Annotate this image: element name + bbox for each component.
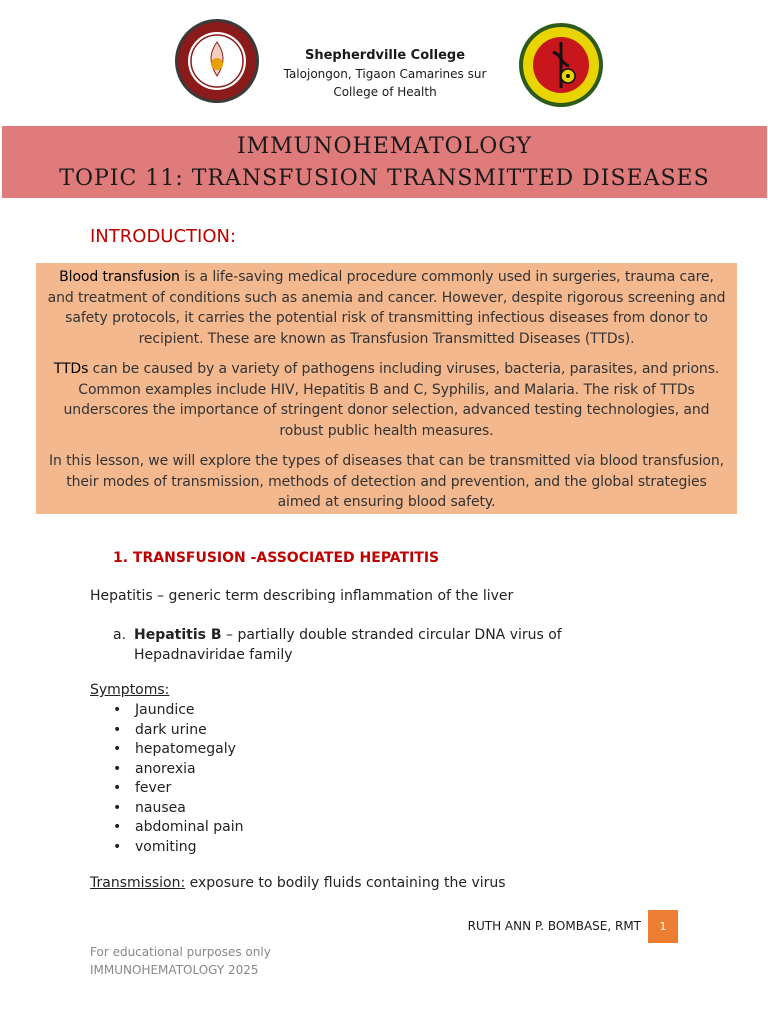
blood-transfusion-term: Blood transfusion	[59, 269, 180, 285]
list-item: • nausea	[113, 799, 243, 819]
symptoms-label: Symptoms:	[90, 682, 170, 698]
hepatitis-b-term: Hepatitis B	[134, 627, 222, 643]
hepatitis-b-item	[113, 625, 673, 665]
document-header	[0, 0, 768, 120]
transmission-label: Transmission:	[90, 875, 186, 891]
list-item: • fever	[113, 779, 243, 799]
list-marker: a.	[113, 627, 127, 643]
college-department: College of Health	[333, 85, 437, 99]
intro-paragraph-3: In this lesson, we will explore the types of diseases that can be transmitted via blood transfusion, their modes of transmission, methods of detection and prevention, and the global strategies aimed at ensuring blood safety.	[49, 453, 724, 510]
footer-note	[90, 943, 271, 979]
footer-note-line-2: IMMUNOHEMATOLOGY 2025	[90, 963, 259, 977]
footer-note-line-1: For educational purposes only	[90, 945, 271, 959]
list-item: • vomiting	[113, 838, 243, 858]
intro-paragraph-2-text: can be caused by a variety of pathogens including viruses, bacteria, parasites, and prions. Common examples include HIV, Hepatitis B and C, Syphilis, and Malaria. The risk of TTDs underscores the importance of stringent donor selection, advanced testing technologies, and robust public health measures.	[63, 361, 720, 439]
page-number: 1	[648, 910, 678, 943]
author-name: RUTH ANN P. BOMBASE, RMT	[467, 919, 641, 933]
college-info	[278, 47, 492, 101]
hepatitis-definition: Hepatitis – generic term describing inflammation of the liver	[90, 588, 514, 604]
hepatitis-b-description: – partially double stranded circular DNA virus of Hepadnaviridae family	[134, 627, 562, 663]
shepherdville-college-seal-icon	[174, 18, 260, 104]
intro-paragraph-1-text: is a life-saving medical procedure commonly used in surgeries, trauma care, and treatment of conditions such as anemia and cancer. However, despite rigorous screening and safety protocols, it carries the potential risk of transmitting infectious diseases from donor to recipient. These are known as Transfusion Transmitted Diseases (TTDs).	[47, 269, 726, 347]
intro-paragraph-1	[44, 267, 729, 349]
college-name: Shepherdville College	[304, 48, 466, 63]
list-item: • hepatomegaly	[113, 740, 243, 760]
college-address: Talojongon, Tigaon Camarines sur	[283, 67, 487, 81]
introduction-heading: INTRODUCTION:	[90, 226, 237, 247]
transmission-text: exposure to bodily fluids containing the virus	[185, 875, 506, 891]
introduction-box	[36, 263, 737, 514]
symptom-list	[113, 701, 243, 857]
transmission-line	[90, 875, 506, 891]
topic-title: TOPIC 11: TRANSFUSION TRANSMITTED DISEASES	[59, 166, 710, 191]
section-heading-hepatitis: 1. TRANSFUSION -ASSOCIATED HEPATITIS	[113, 550, 440, 566]
course-title: IMMUNOHEMATOLOGY	[236, 134, 533, 159]
title-banner	[2, 126, 767, 198]
college-of-health-seal-icon	[518, 22, 604, 108]
list-item: • abdominal pain	[113, 818, 243, 838]
list-item: • anorexia	[113, 760, 243, 780]
intro-paragraph-2	[44, 359, 729, 441]
ttds-term: TTDs	[53, 361, 89, 377]
list-item: • Jaundice	[113, 701, 243, 721]
list-item: • dark urine	[113, 721, 243, 741]
